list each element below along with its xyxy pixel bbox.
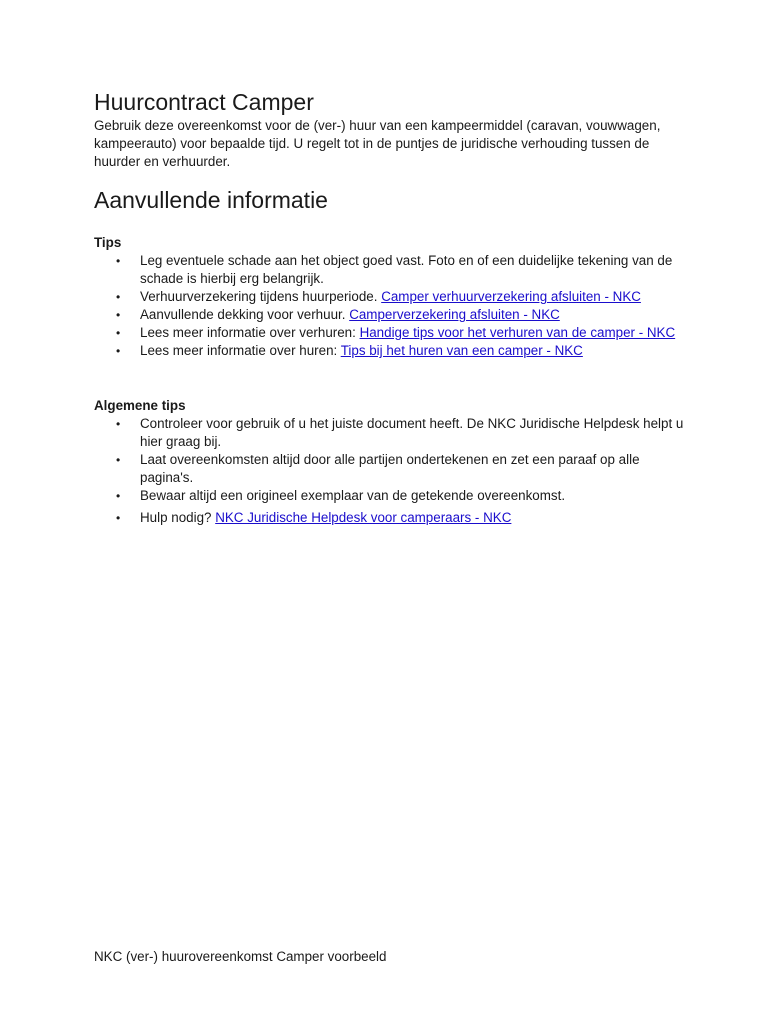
list-item-text: Verhuurverzekering tijdens huurperiode. xyxy=(140,289,382,304)
list-item xyxy=(94,415,694,451)
list-item xyxy=(94,324,694,342)
list-item-text: Controleer voor gebruik of u het juiste document heeft. De NKC Juridische Helpdesk helpt u hier graag bij. xyxy=(140,416,684,449)
page-footer: NKC (ver-) huurovereenkomst Camper voorbeeld xyxy=(94,949,387,964)
general-tips-heading: Algemene tips xyxy=(94,398,186,413)
list-item xyxy=(94,252,694,288)
bullet-icon: • xyxy=(116,417,121,431)
link-tips-verhuren[interactable]: Handige tips voor het verhuren van de camper - NKC xyxy=(359,325,676,340)
link-tips-huren[interactable]: Tips bij het huren van een camper - NKC xyxy=(340,343,583,358)
list-item xyxy=(94,451,694,487)
bullet-icon: • xyxy=(116,344,121,358)
list-item xyxy=(94,288,694,306)
list-item xyxy=(94,487,694,505)
list-item-text: Aanvullende dekking voor verhuur. xyxy=(140,307,350,322)
general-tips-list xyxy=(94,415,694,527)
bullet-icon: • xyxy=(116,254,121,268)
bullet-icon: • xyxy=(116,326,121,340)
list-item-text: Hulp nodig? xyxy=(140,510,216,525)
document-page xyxy=(94,0,694,1024)
list-item-text: Lees meer informatie over huren: xyxy=(140,343,341,358)
link-camperverzekering[interactable]: Camperverzekering afsluiten - NKC xyxy=(349,307,560,322)
bullet-icon: • xyxy=(116,511,121,525)
bullet-icon: • xyxy=(116,290,121,304)
bullet-icon: • xyxy=(116,308,121,322)
list-item-text: Lees meer informatie over verhuren: xyxy=(140,325,360,340)
link-juridische-helpdesk[interactable]: NKC Juridische Helpdesk voor camperaars - NKC xyxy=(215,510,512,525)
document-title: Huurcontract Camper xyxy=(94,89,314,115)
tips-heading: Tips xyxy=(94,235,122,250)
list-item-text: Leg eventuele schade aan het object goed vast. Foto en of een duidelijke tekening van de schade is hierbij erg belangrijk. xyxy=(140,253,673,286)
bullet-icon: • xyxy=(116,489,121,503)
section-heading: Aanvullende informatie xyxy=(94,187,328,213)
list-item xyxy=(94,306,694,324)
list-item-text: Laat overeenkomsten altijd door alle partijen ondertekenen en zet een paraaf op alle pagina's. xyxy=(140,452,640,485)
list-item xyxy=(94,342,694,360)
intro-paragraph: Gebruik deze overeenkomst voor de (ver-) huur van een kampeermiddel (caravan, vouwwagen, kampeerauto) voor bepaalde tijd. U regelt tot in de puntjes de juridische verhouding tussen de huurder en verhuurder. xyxy=(94,118,661,169)
list-item-text: Bewaar altijd een origineel exemplaar van de getekende overeenkomst. xyxy=(140,488,566,503)
list-item xyxy=(94,509,694,527)
bullet-icon: • xyxy=(116,453,121,467)
link-camper-verhuurverzekering[interactable]: Camper verhuurverzekering afsluiten - NKC xyxy=(381,289,641,304)
tips-list xyxy=(94,252,694,360)
